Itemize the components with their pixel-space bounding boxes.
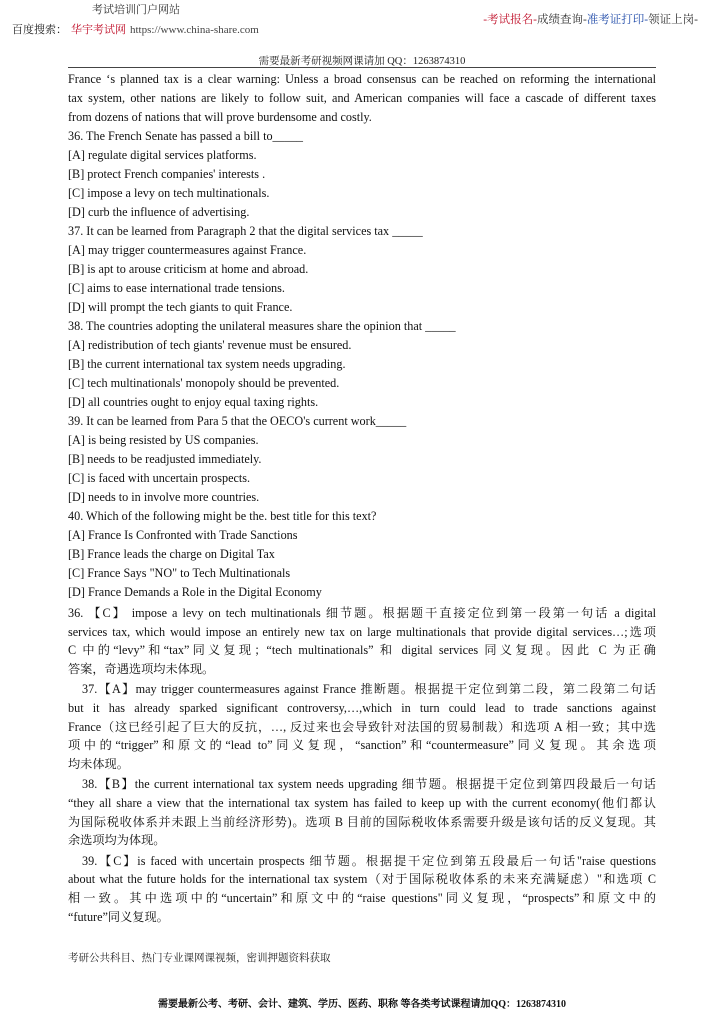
question-stem: 36. The French Senate has passed a bill to_____ [68, 129, 304, 143]
header-links [483, 11, 698, 27]
question-option: [B] the current international tax system needs upgrading. [68, 357, 346, 371]
footer-note: 考研公共科目、热门专业课网课视频，密训押题资料获取 [68, 953, 331, 964]
question-stem: 37. It can be learned from Paragraph 2 that the digital services tax _____ [68, 224, 423, 238]
passage-line: tax system, other nations are likely to follow suit, and American companies will face a cascade of different taxes [68, 91, 656, 105]
document-body [68, 70, 656, 926]
passage-line: from dozens of nations that will prove burdensome and costly. [68, 110, 372, 124]
answer-line: France（这已经引起了巨大的反抗，…, 反过来也会导致针对法国的贸易制裁）和选项 A 相一致；其中选 [68, 719, 656, 734]
answer-line: 相一致。其中选项中的“uncertain”和原文中的“raise questions"同义复现，“prospects”和原文中的 [68, 890, 656, 905]
footer-contact: 需要最新公考、考研、会计、建筑、学历、医药、职称 等各类考试课程请加QQ：1263874310 [157, 999, 567, 1010]
question-option: [A] France Is Confronted with Trade Sanctions [68, 528, 298, 542]
answer-line: services tax, which would impose an entirely new tax on large multinationals that provide digital services…;选项 [68, 624, 656, 639]
site-url[interactable]: https://www.china-share.com [130, 24, 259, 36]
question-39 [68, 412, 656, 507]
passage-line: France ‘s planned tax is a clear warning: Unless a broad consensus can be reached on reforming the international [68, 72, 656, 86]
question-option: [B] France leads the charge on Digital Tax [68, 547, 275, 561]
question-stem: 39. It can be learned from Para 5 that the OECO's current work_____ [68, 414, 407, 428]
link-admission-ticket[interactable]: 准考证打印- [586, 14, 649, 26]
question-option: [A] redistribution of tech giants' revenue must be ensured. [68, 338, 352, 352]
answer-line: 38.【B】the current international tax system needs upgrading 细节题。根据提干定位到第四段最后一句话 [82, 777, 656, 792]
question-option: [A] is being resisted by US companies. [68, 433, 259, 447]
question-option: [D] all countries ought to enjoy equal taxing rights. [68, 395, 319, 409]
question-stem: 40. Which of the following might be the. best title for this text? [68, 509, 377, 523]
question-option: [C] France Says "NO" to Tech Multinationals [68, 566, 291, 580]
answer-line: 均未体现。 [68, 756, 129, 771]
question-40 [68, 507, 656, 602]
brand-name: 华宇考试网 [71, 24, 126, 36]
link-score-query[interactable]: 成绩查询- [536, 14, 587, 26]
question-stem: 38. The countries adopting the unilateral measures share the opinion that _____ [68, 319, 456, 333]
question-option: [B] is apt to arouse criticism at home and abroad. [68, 262, 309, 276]
question-option: [D] curb the influence of advertising. [68, 205, 250, 219]
answer-36 [68, 604, 656, 678]
passage-end [68, 70, 656, 127]
answer-38 [68, 775, 656, 849]
question-38 [68, 317, 656, 412]
answer-line: 项中的“trigger”和原文的“lead to”同义复现，“sanction”和“countermeasure”同义复现。其余选项 [68, 738, 656, 753]
answer-line: “they all share a view that the international tax system has failed to keep up with the current economy(他们都认 [68, 795, 656, 810]
answer-line: 为国际税收体系并未跟上当前经济形势)。选项 B 目前的国际税收体系需要升级是该句话的反义复现。其 [68, 814, 656, 829]
question-option: [C] tech multinationals' monopoly should be prevented. [68, 376, 340, 390]
answer-line: 答案，奇遇选项均未体现。 [68, 661, 215, 676]
question-option: [D] needs to in involve more countries. [68, 490, 260, 504]
question-option: [A] may trigger countermeasures against France. [68, 243, 307, 257]
header-divider [68, 67, 656, 68]
answer-line: 37.【A】may trigger countermeasures against France 推断题。根据提干定位到第二段，第二段第二句话 [82, 682, 656, 697]
question-option: [C] aims to ease international trade tensions. [68, 281, 285, 295]
answer-line: C 中的“levy”和“tax”同义复现；“tech multinationals” 和 digital services 同义复现。因此 C 为正确 [68, 643, 656, 658]
question-option: [C] impose a levy on tech multinationals. [68, 186, 270, 200]
link-certificate[interactable]: 领证上岗- [648, 14, 698, 26]
question-option: [A] regulate digital services platforms. [68, 148, 257, 162]
answer-37 [68, 680, 656, 773]
question-option: [B] protect French companies' interests . [68, 167, 266, 181]
answer-line: 36. 【C】 impose a levy on tech multinationals 细节题。根据题干直接定位到第一段第一句话 a digital [68, 606, 656, 620]
question-36 [68, 127, 656, 222]
site-title: 考试培训门户网站 [92, 4, 180, 16]
question-option: [D] France Demands a Role in the Digital Economy [68, 585, 322, 599]
answer-line: 余选项均为体现。 [68, 833, 166, 848]
answer-line: but it has already sparked significant controversy,…,which in turn could lead to trade sanctions against [68, 700, 656, 715]
question-option: [D] will prompt the tech giants to quit France. [68, 300, 293, 314]
question-37 [68, 222, 656, 317]
answer-line: about what the future holds for the international tax system（对于国际税收体系的未来充满疑虑）"和选项 C [68, 872, 656, 887]
search-hint [12, 21, 259, 37]
answer-line: “future”同义复现。 [68, 909, 169, 924]
answer-line: 39.【C】is faced with uncertain prospects 细节题。根据提干定位到第五段最后一句话"raise questions [82, 853, 656, 868]
question-option: [C] is faced with uncertain prospects. [68, 471, 251, 485]
link-exam-registration[interactable]: -考试报名- [483, 14, 537, 26]
question-option: [B] needs to be readjusted immediately. [68, 452, 262, 466]
qq-notice: 需要最新考研视频网课请加 QQ：1263874310 [258, 56, 466, 67]
search-label: 百度搜索： [12, 24, 67, 36]
answer-39 [68, 852, 656, 926]
